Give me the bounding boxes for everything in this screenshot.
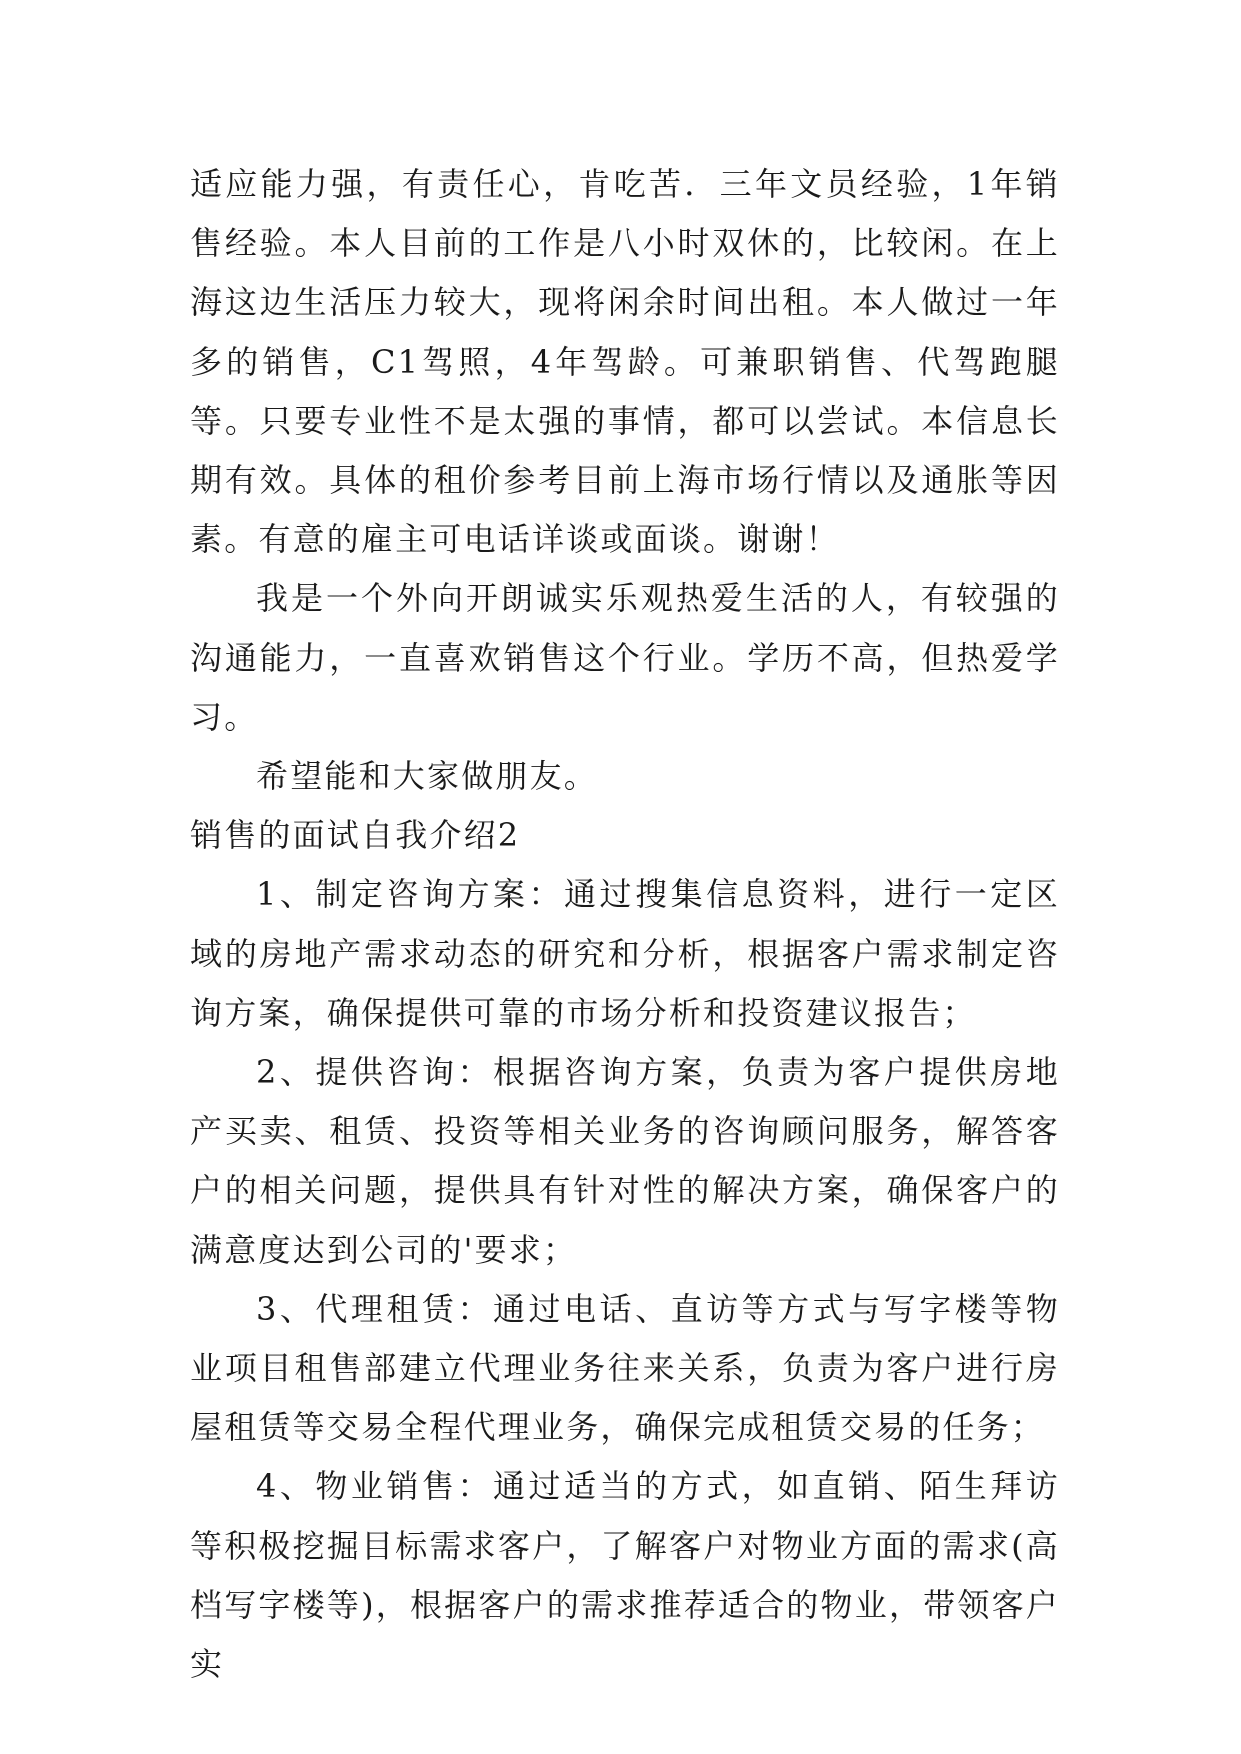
document-body: [190, 155, 1060, 1694]
section-heading: 销售的面试自我介绍2: [190, 816, 521, 855]
paragraph-personality: 我是一个外向开朗诚实乐观热爱生活的人，有较强的沟通能力，一直喜欢销售这个行业。学历不高，但热爱学习。: [190, 579, 1060, 736]
paragraph-item-1: 1、制定咨询方案：通过搜集信息资料，进行一定区域的房地产需求动态的研究和分析，根据客户需求制定咨询方案，确保提供可靠的市场分析和投资建议报告；: [190, 875, 1060, 1032]
paragraph-item-3: 3、代理租赁：通过电话、直访等方式与写字楼等物业项目租售部建立代理业务往来关系，负责为客户进行房屋租赁等交易全程代理业务，确保完成租赁交易的任务；: [190, 1289, 1060, 1447]
paragraph-item-4: 4、物业销售：通过适当的方式，如直销、陌生拜访等积极挖掘目标需求客户，了解客户对物业方面的需求(高档写字楼等)，根据客户的需求推荐适合的物业，带领客户实: [190, 1467, 1060, 1684]
paragraph-item-2: 2、提供咨询：根据咨询方案，负责为客户提供房地产买卖、租赁、投资等相关业务的咨询顾问服务，解答客户的相关问题，提供具有针对性的解决方案，确保客户的满意度达到公司的'要求；: [190, 1053, 1060, 1269]
paragraph-intro: 适应能力强，有责任心，肯吃苦．三年文员经验，1年销售经验。本人目前的工作是八小时双休的，比较闲。在上海这边生活压力较大，现将闲余时间出租。本人做过一年多的销售，C1驾照，4年驾龄。可兼职销售、代驾跑腿等。只要专业性不是太强的事情，都可以尝试。本信息长期有效。具体的租价参考目前上海市场行情以及通胀等因素。有意的雇主可电话详谈或面谈。谢谢！: [190, 165, 1060, 559]
paragraph-closing: 希望能和大家做朋友。: [256, 757, 599, 796]
